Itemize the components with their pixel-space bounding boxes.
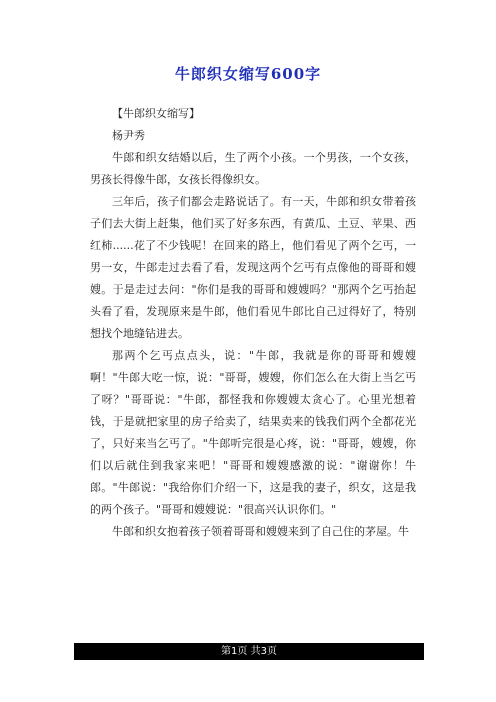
author-name: 杨尹秀 xyxy=(112,129,145,142)
document-body xyxy=(90,103,416,543)
paragraph: 三年后，孩子们都会走路说话了。有一天，牛郎和织女带着孩子们去大街上赶集，他们买了好多东西，有黄瓜、土豆、苹果、西红柿......花了不少钱呢！在回来的路上，他们看见了两个乞丐，一男一女，牛郎走过去看了看，发现这两个乞丐有点像他的哥哥和嫂嫂。于是走过去问："你们是我的哥哥和嫂嫂吗？"那两个乞丐抬起头看了看，发现原来是牛郎，他们看见牛郎比自己过得好了，特别想找个地缝钻进去。 xyxy=(90,195,416,340)
document-title: 牛郎织女缩写600字 xyxy=(174,65,322,83)
paragraph: 牛郎和织女抱着孩子领着哥哥和嫂嫂来到了自己住的茅屋。牛 xyxy=(112,525,409,538)
page-footer: 第1页 共3页 xyxy=(74,643,424,660)
paragraph: 那两个乞丐点点头，说："牛郎，我就是你的哥哥和嫂嫂啊！"牛郎大吃一惊，说："哥哥，嫂嫂，你们怎么在大街上当乞丐了呀？"哥哥说："牛郎，都怪我和你嫂嫂太贪心了。心里光想着钱，于是就把家里的房子给卖了，结果卖来的钱我们两个全都花光了，只好来当乞丐了。"牛郎听完很是心疼，说："哥哥，嫂嫂，你们以后就住到我家来吧！"哥哥和嫂嫂感激的说："谢谢你！牛郎。"牛郎说："我给你们介绍一下，这是我的妻子，织女，这是我的两个孩子。"哥哥和嫂嫂说："很高兴认识你们。" xyxy=(90,349,416,516)
paragraph: 牛郎和织女结婚以后，生了两个小孩。一个男孩，一个女孩，男孩长得像牛郎，女孩长得像织女。 xyxy=(90,151,416,186)
section-heading: 【牛郎织女缩写】 xyxy=(112,107,200,120)
